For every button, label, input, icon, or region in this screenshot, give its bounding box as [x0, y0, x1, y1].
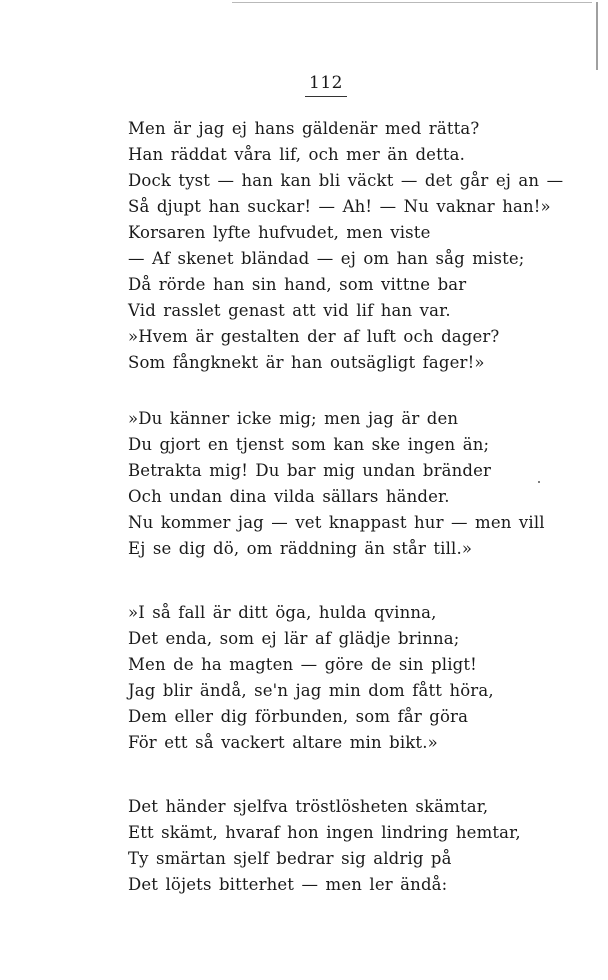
- verse-line: Det enda, som ej lär af glädje brinna;: [128, 629, 460, 648]
- verse-line: Men är jag ej hans gäldenär med rätta?: [128, 119, 480, 138]
- stanza-4: [128, 794, 521, 898]
- verse-line: — Af skenet bländad — ej om han såg miste;: [128, 249, 525, 268]
- page-number-underline: [305, 96, 347, 97]
- verse-line: Då rörde han sin hand, som vittne bar: [128, 275, 467, 294]
- verse-line: Ty smärtan sjelf bedrar sig aldrig på: [128, 849, 452, 868]
- verse-line: Korsaren lyfte hufvudet, men viste: [128, 223, 431, 242]
- verse-line: Du gjort en tjenst som kan ske ingen än;: [128, 435, 490, 454]
- verse-line: Vid rasslet genast att vid lif han var.: [128, 301, 451, 320]
- verse-line: Det händer sjelfva tröstlösheten skämtar,: [128, 797, 489, 816]
- verse-line: Ett skämt, hvaraf hon ingen lindring hemtar,: [128, 823, 521, 842]
- page-number: 112: [309, 73, 343, 93]
- verse-line: Betrakta mig! Du bar mig undan bränder: [128, 461, 492, 480]
- stanza-3: [128, 600, 494, 756]
- verse-line: »Du känner icke mig; men jag är den: [128, 409, 459, 428]
- verse-line: Dem eller dig förbunden, som får göra: [128, 707, 469, 726]
- verse-line: Det löjets bitterhet — men ler ändå:: [128, 875, 448, 894]
- verse-line: Så djupt han suckar! — Ah! — Nu vaknar han!»: [128, 197, 551, 216]
- verse-line: Ej se dig dö, om räddning än står till.»: [128, 539, 473, 558]
- verse-line: Men de ha magten — göre de sin pligt!: [128, 655, 477, 674]
- top-border-line: [232, 2, 592, 3]
- verse-line: Som fångknekt är han outsägligt fager!»: [128, 353, 485, 372]
- stanza-2: [128, 406, 545, 562]
- right-border-line: [596, 2, 598, 70]
- verse-line: »I så fall är ditt öga, hulda qvinna,: [128, 603, 437, 622]
- verse-line: Dock tyst — han kan bli väckt — det går ej an —: [128, 171, 564, 190]
- stanza-1: [128, 116, 563, 376]
- verse-line: Nu kommer jag — vet knappast hur — men vill: [128, 513, 545, 532]
- verse-line: Och undan dina vilda sällars händer.: [128, 487, 450, 506]
- verse-line: Han räddat våra lif, och mer än detta.: [128, 145, 466, 164]
- verse-line: »Hvem är gestalten der af luft och dager?: [128, 327, 500, 346]
- verse-line: Jag blir ändå, se'n jag min dom fått höra,: [128, 681, 494, 700]
- print-speck: [538, 481, 540, 483]
- verse-line: För ett så vackert altare min bikt.»: [128, 733, 438, 752]
